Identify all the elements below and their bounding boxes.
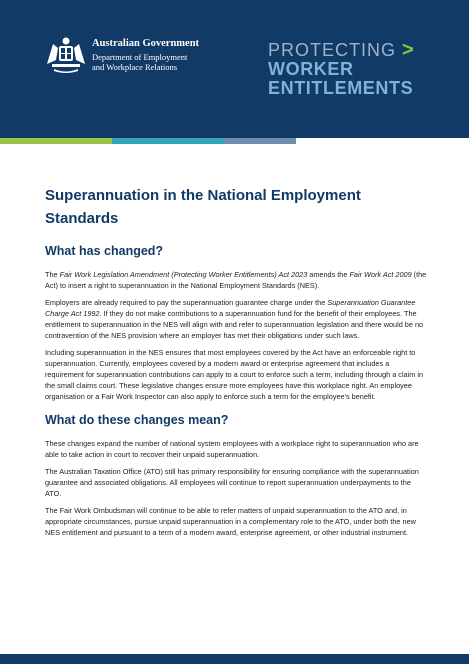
- act-title-fwa: Fair Work Act 2009: [349, 270, 412, 279]
- section-heading-what-has-changed: What has changed?: [45, 244, 164, 258]
- act-title-pwe: Fair Work Legislation Amendment (Protecting Worker Entitlements) Act 2023: [59, 270, 308, 279]
- protecting-worker-entitlements-brand: [268, 40, 448, 98]
- color-stripe-blank: [296, 138, 469, 144]
- australian-government-logo: [44, 34, 204, 94]
- department-name-line2: and Workplace Relations: [92, 62, 178, 72]
- paragraph-enforceable-right: Including superannuation in the NES ensures that most employees covered by the Act have an enforceable right to superannuation. Currently, employees covered by a modern award or enterprise agreement that includes a requirement for superannuation contributions can apply to a court to enforce such a term, including through a claim in the small claims court. These legislative changes ensure more employees have this workplace right. An employee organisation or a Fair Work Inspector can also apply to enforce such a term for the employee's benefit.: [45, 347, 424, 401]
- government-name: Australian Government: [92, 38, 200, 49]
- page-header: [0, 0, 469, 138]
- brand-line-entitlements: ENTITLEMENTS: [268, 78, 414, 98]
- government-wordmark: [92, 38, 199, 72]
- coat-of-arms-icon: [44, 34, 88, 74]
- paragraph-ato-responsibility: The Australian Taxation Office (ATO) still has primary responsibility for ensuring compliance with the superannuation guarantee and associated obligations. All employees will continue to report superannuation underpayments to the ATO.: [45, 466, 419, 498]
- department-name-line1: Department of Employment: [92, 52, 188, 62]
- brand-line-worker: WORKER: [268, 59, 354, 79]
- paragraph-employer-obligations: Employers are already required to pay the superannuation guarantee charge under the Superannuation Guarantee Charge Act 1992. If they do not make contributions to a superannuation fund for the benefit of their employees. The entitlement to superannuation in the NES will align with and refer to superannuation legislation and there would be no contravention of the NES provision where an employer has met their obligations under such laws.: [45, 297, 424, 340]
- chevron-right-icon: >: [402, 39, 415, 61]
- brand-line-protecting: PROTECTING >: [268, 39, 415, 61]
- paragraph-fair-work-ombudsman: The Fair Work Ombudsman will continue to be able to refer matters of unpaid superannuation to the ATO and, in appropriate circumstances, pursue unpaid superannuation in a complementary role to the ATO, under both the new NES entitlement and pursuant to a term of a modern award, enterprise agreement, or other industrial instrument.: [45, 505, 416, 537]
- section-heading-what-changes-mean: What do these changes mean?: [45, 413, 229, 428]
- color-stripe-green: [0, 138, 112, 144]
- footer-bar: [0, 654, 469, 664]
- document-title: Superannuation in the National Employment Standards: [45, 187, 361, 227]
- paragraph-act-amendment: The Fair Work Legislation Amendment (Protecting Worker Entitlements) Act 2023 amends the Fair Work Act 2009 (the Act) to insert a right to superannuation in the National Employment Standards (NES).: [45, 270, 427, 291]
- color-stripe-slate: [224, 138, 296, 144]
- act-title-sgc: Superannuation Guarantee Charge Act 1992: [45, 297, 416, 318]
- paragraph-expand-employees: These changes expand the number of national system employees with a workplace right to superannuation who are able to take action in court to recover their unpaid superannuation.: [45, 439, 419, 460]
- document-body: [45, 184, 427, 543]
- color-stripe-teal: [112, 138, 224, 144]
